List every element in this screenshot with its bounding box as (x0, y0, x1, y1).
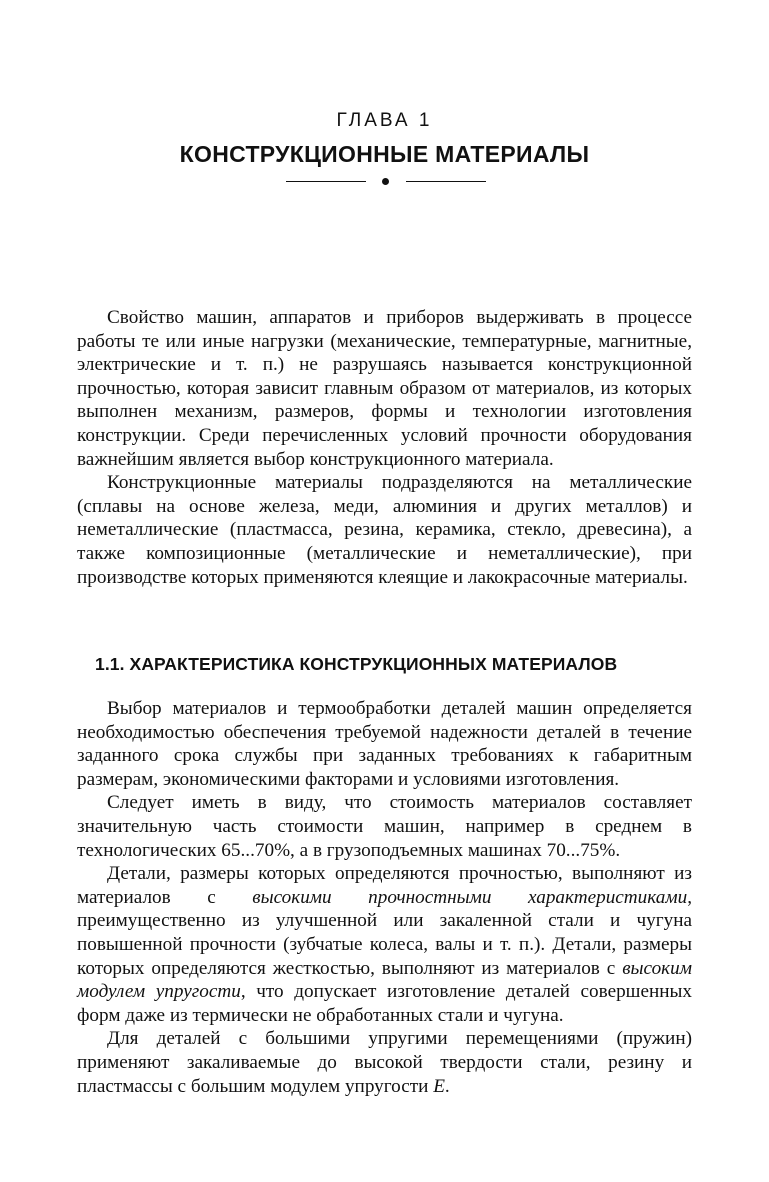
emphasis-symbol-e: E (433, 1075, 445, 1097)
paragraph-4-text-b: . (444, 1075, 450, 1097)
section-paragraph-2: Следует иметь в виду, что стоимость материалов составляет значительную часть стоимости машин, например в среднем в технологических 65...70%, а в грузоподъемных машинах 70...75%. (77, 792, 692, 861)
paragraph-3-text-b: , преимущественно из улучшенной или закаленной стали и чугуна повышенной прочности (зубчатые колеса, валы и т. п.). Детали, размеры которых определяются жесткостью, выполняют из материалов с (77, 886, 692, 979)
section-heading: 1.1. ХАРАКТЕРИСТИКА КОНСТРУКЦИОННЫХ МАТЕРИАЛОВ (95, 654, 618, 674)
chapter-label: ГЛАВА 1 (336, 110, 433, 131)
section-paragraph-1: Выбор материалов и термообработки деталей машин определяется необходимостью обеспечения требуемой надежности деталей в течение заданного срока службы при заданных требованиях к габаритным размерам, экономическими факторами и условиями изготовления. (77, 698, 692, 790)
emphasis-modulus: высоким модулем упругости (77, 957, 692, 1003)
intro-text (77, 306, 692, 589)
intro-paragraph-2: Конструкционные материалы подразделяются на металлические (сплавы на основе железа, меди, алюминия и других металлов) и неметаллические (пластмасса, резина, керамика, стекло, древесина), а также композиционные (металлические и неметаллические), при производстве которых применяются клеящие и лакокрасочные материалы. (77, 472, 692, 588)
section-text (77, 697, 692, 1098)
emphasis-strength: высокими прочностными характеристиками (252, 886, 688, 908)
section-paragraph-3 (77, 862, 692, 1027)
paragraph-4-text-a: Для деталей с большими упругими перемещениями (пружин) применяют закаливаемые до высокой твердости стали, резину и пластмассы с большим модулем упругости (77, 1028, 692, 1097)
ornament-dot-icon (382, 178, 389, 185)
chapter-ornament (286, 174, 486, 188)
ornament-line-left (286, 181, 366, 182)
section-paragraph-4 (77, 1027, 692, 1098)
ornament-line-right (406, 181, 486, 182)
chapter-title: КОНСТРУКЦИОННЫЕ МАТЕРИАЛЫ (179, 141, 590, 167)
paragraph-3-text-c: , что допускает изготовление деталей совершенных форм даже из термически не обработанных стали и чугуна. (77, 981, 692, 1026)
paragraph-3-text-a: Детали, размеры которых определяются прочностью, выполняют из материалов с (77, 863, 692, 908)
intro-paragraph-1: Свойство машин, аппаратов и приборов выдерживать в процессе работы те или иные нагрузки (механические, температурные, магнитные, электрические и т. п.) не разрушаясь называется конструкционной прочностью, которая зависит главным образом от материалов, из которых выполнен механизм, размеров, формы и технологии изготовления конструкции. Среди перечисленных условий прочности оборудования важнейшим является выбор конструкционного материала. (77, 307, 692, 470)
